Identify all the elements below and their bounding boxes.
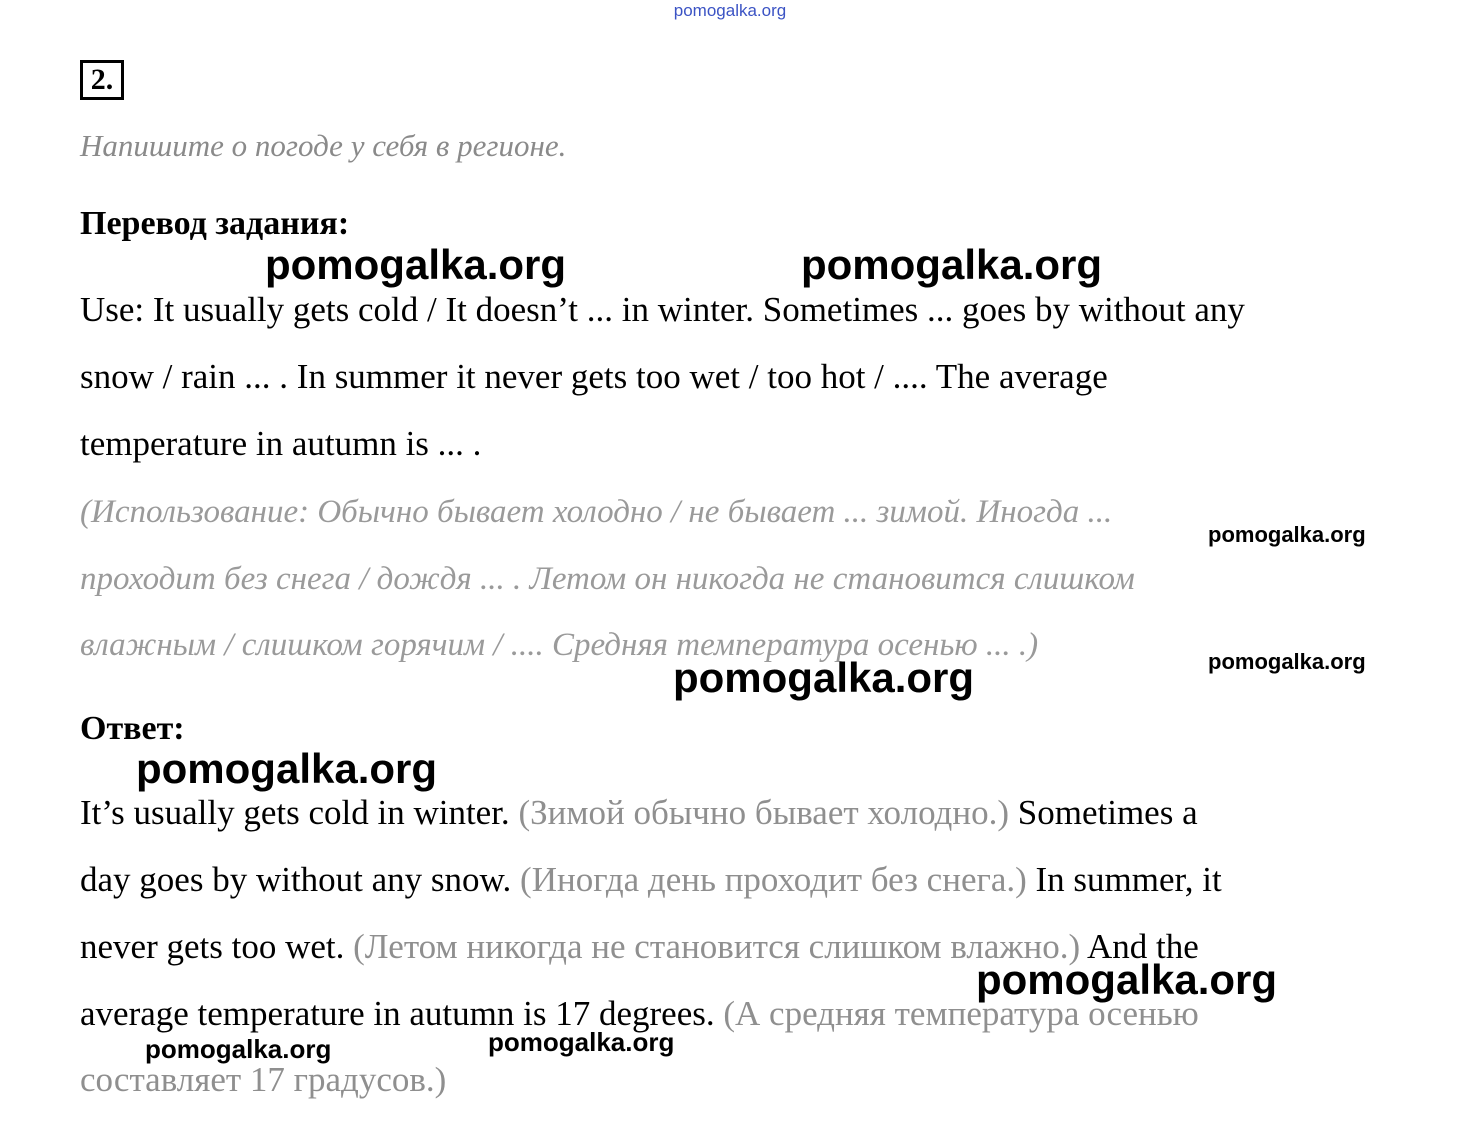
answer-line-2 bbox=[80, 860, 1222, 900]
answer-l4-ru: (А средняя температура осенью bbox=[723, 994, 1199, 1033]
watermark-1: pomogalka.org bbox=[265, 241, 567, 288]
answer-heading: Ответ: bbox=[80, 710, 185, 747]
task-text: Напишите о погоде у себя в регионе. bbox=[80, 128, 567, 163]
watermark-5: pomogalka.org bbox=[673, 654, 975, 701]
answer-l2-en2: In summer, it bbox=[1035, 860, 1222, 899]
use-line-3: temperature in autumn is ... . bbox=[80, 424, 482, 463]
use-line-2: snow / rain ... . In summer it never gets too wet / too hot / .... The average bbox=[80, 357, 1108, 396]
watermark-2: pomogalka.org bbox=[801, 241, 1103, 288]
watermark-3: pomogalka.org bbox=[1208, 522, 1366, 547]
use-translation-line-1: (Использование: Обычно бывает холодно / не бывает ... зимой. Иногда ... bbox=[80, 494, 1113, 530]
use-translation-line-3: влажным / слишком горячим / .... Средняя температура осенью ... .) bbox=[80, 627, 1039, 663]
answer-l1-en2: Sometimes a bbox=[1017, 793, 1198, 832]
answer-l1-en: It’s usually gets cold in winter. bbox=[80, 793, 519, 832]
answer-line-1 bbox=[80, 793, 1198, 833]
exercise-number: 2. bbox=[80, 60, 124, 100]
answer-l1-ru: (Зимой обычно бывает холодно.) bbox=[518, 793, 1018, 832]
answer-l3-ru: (Летом никогда не становится слишком влажно.) bbox=[353, 927, 1088, 966]
watermark-8: pomogalka.org bbox=[145, 1034, 332, 1064]
watermark-6: pomogalka.org bbox=[136, 745, 438, 792]
answer-l2-en: day goes by without any snow. bbox=[80, 860, 521, 899]
answer-l3-en: never gets too wet. bbox=[80, 927, 354, 966]
watermark-4: pomogalka.org bbox=[1208, 649, 1366, 674]
answer-l2-ru: (Иногда день проходит без снега.) bbox=[520, 860, 1036, 899]
top-watermark: pomogalka.org bbox=[673, 1, 787, 20]
watermark-7: pomogalka.org bbox=[976, 956, 1278, 1003]
answer-l4-en: average temperature in autumn is 17 degrees. bbox=[80, 994, 724, 1033]
answer-l3-en2: And the bbox=[1087, 927, 1199, 966]
use-translation-line-2: проходит без снега / дождя ... . Летом он никогда не становится слишком bbox=[80, 561, 1135, 597]
translation-heading: Перевод задания: bbox=[80, 205, 350, 242]
watermark-9: pomogalka.org bbox=[488, 1027, 675, 1057]
use-line-1: Use: It usually gets cold / It doesn’t ... in winter. Sometimes ... goes by without any bbox=[80, 290, 1245, 329]
answer-line-5: составляет 17 градусов.) bbox=[80, 1060, 447, 1099]
